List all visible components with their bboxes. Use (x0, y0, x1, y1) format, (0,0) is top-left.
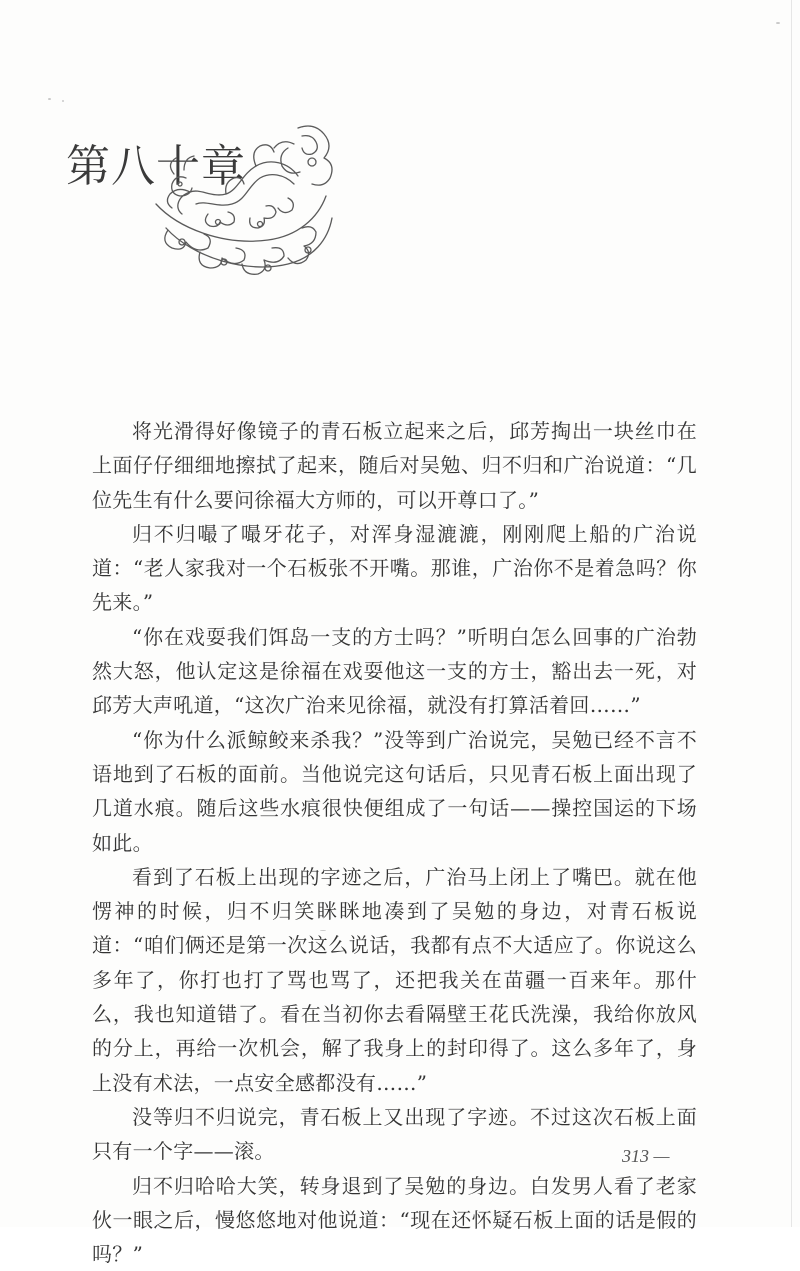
paragraph: 没等归不归说完，青石板上又出现了字迹。不过这次石板上面只有一个字——滚。 (92, 1104, 697, 1164)
paper-speck (776, 22, 780, 24)
paragraph: 归不归哈哈大笑，转身退到了吴勉的身边。白发男人看了老家伙一眼之后，慢悠悠地对他说道：“现在还怀疑石板上面的话是假的吗？” (92, 1173, 697, 1267)
paragraph: 看到了石板上出现的字迹之后，广治马上闭上了嘴巴。就在他愣神的时候，归不归笑眯眯地凑到了吴勉的身边，对青石板说道：“咱们俩还是第一次这么说话，我都有点不大适应了。你说这么多年了，你打也打了骂也骂了，还把我关在苗疆一百来年。那什么，我也知道错了。看在当初你去看隔壁王花氏洗澡，我给你放风的分上，再给一次机会，解了我身上的封印得了。这么多年了，身上没有术法，一点安全感都没有……” (92, 864, 697, 1095)
chapter-body (92, 414, 697, 1271)
paper-speck (48, 98, 51, 100)
page-number: 313 — (622, 1146, 670, 1166)
page-edge (791, 0, 792, 1227)
paragraph: “你为什么派鲸鲛来杀我？”没等到广治说完，吴勉已经不言不语地到了石板的面前。当他说完这句话后，只见青石板上面出现了几道水痕。随后这些水痕很快便组成了一句话——操控国运的下场如此。 (92, 727, 697, 855)
paragraph: “你在戏耍我们饵岛一支的方士吗？”听明白怎么回事的广治勃然大怒，他认定这是徐福在戏耍他这一支的方士，豁出去一死，对邱芳大声吼道，“这次广治来见徐福，就没有打算活着回……” (92, 624, 697, 718)
chapter-title: 第八十章 (66, 141, 246, 192)
paragraph: 归不归嘬了嘬牙花子，对浑身湿漉漉，刚刚爬上船的广治说道：“老人家我对一个石板张不开嘴。那谁，广治你不是着急吗？你先来。” (92, 521, 697, 615)
cloud-dragon-ornament-icon (138, 118, 338, 283)
paragraph: 将光滑得好像镜子的青石板立起来之后，邱芳掏出一块丝巾在上面仔仔细细地擦拭了起来，随后对吴勉、归不归和广治说道：“几位先生有什么要问徐福大方师的，可以开尊口了。” (92, 419, 697, 512)
paper-speck (62, 100, 64, 102)
